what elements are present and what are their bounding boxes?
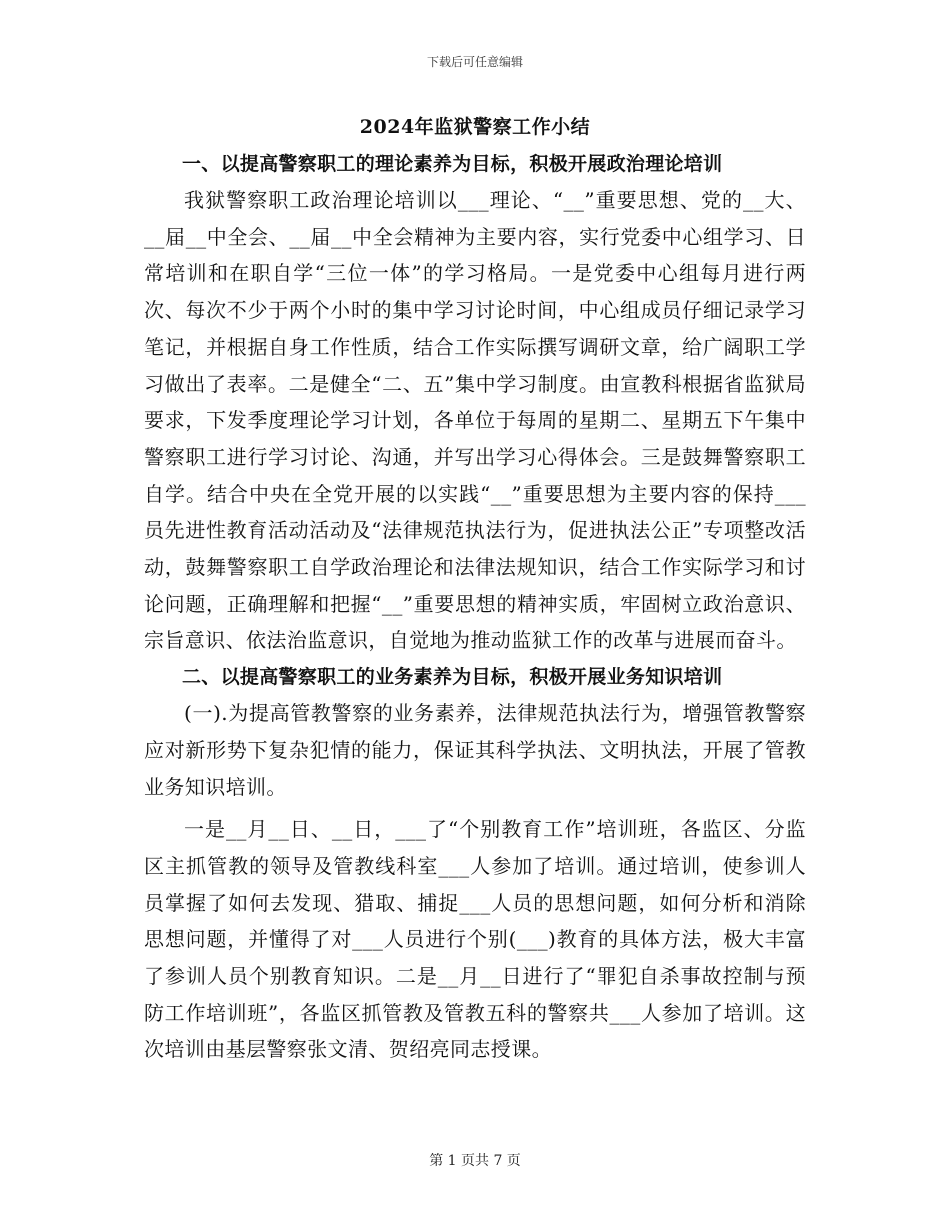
paragraph: 我狱警察职工政治理论培训以___理论、“__”重要思想、党的__大、__届__中全会、__届__中全会精神为主要内容，实行党委中心组学习、日常培训和在职自学“三位一体”的学习格局。一是党委中心组每月进行两次、每次不少于两个小时的集中学习讨论时间，中心组成员仔细记录学习笔记，并根据自身工作性质，结合工作实际撰写调研文章，给广阔职工学习做出了表率。二是健全“二、五”集中学习制度。由宣教科根据省监狱局要求，下发季度理论学习计划，各单位于每周的星期二、星期五下午集中警察职工进行学习讨论、沟通，并写出学习心得体会。三是鼓舞警察职工自学。结合中央在全党开展的以实践“__”重要思想为主要内容的保持___员先进性教育活动活动及“法律规范执法行为，促进执法公正”专项整改活动，鼓舞警察职工自学政治理论和法律法规知识，结合工作实际学习和讨论问题，正确理解和把握“__”重要思想的精神实质，牢固树立政治意识、宗旨意识、依法治监意识，自觉地为推动监狱工作的改革与进展而奋斗。 — [144, 188, 806, 653]
section-1 — [144, 146, 806, 659]
section-heading: 一、以提高警察职工的理论素养为目标，积极开展政治理论培训 — [182, 153, 723, 175]
document-body — [144, 112, 806, 1068]
paragraph: (一).为提高管教警察的业务素养，法律规范执法行为，增强管教警察应对新形势下复杂犯情的能力，保证其科学执法、文明执法，开展了管教业务知识培训。 — [144, 701, 806, 799]
page-footer: 第 1 页共 7 页 — [429, 1153, 521, 1169]
section-heading: 二、以提高警察职工的业务素养为目标，积极开展业务知识培训 — [182, 666, 723, 689]
document-title: 2024年监狱警察工作小结 — [359, 116, 591, 138]
paragraph: 一是__月__日、__日，___了“个别教育工作”培训班，各监区、分监区主抓管教的领导及管教线科室___人参加了培训。通过培训，使参训人员掌握了如何去发现、猎取、捕捉___人员的思想问题，如何分析和消除思想问题，并懂得了对___人员进行个别(___)教育的具体方法，极大丰富了参训人员个别教育知识。二是__月__日进行了“罪犯自杀事故控制与预防工作培训班”，各监区抓管教及管教五科的警察共___人参加了培训。这次培训由基层警察张文清、贺绍亮同志授课。 — [144, 817, 806, 1062]
header-note: 下载后可任意编辑 — [426, 55, 523, 69]
section-2 — [144, 659, 806, 1068]
